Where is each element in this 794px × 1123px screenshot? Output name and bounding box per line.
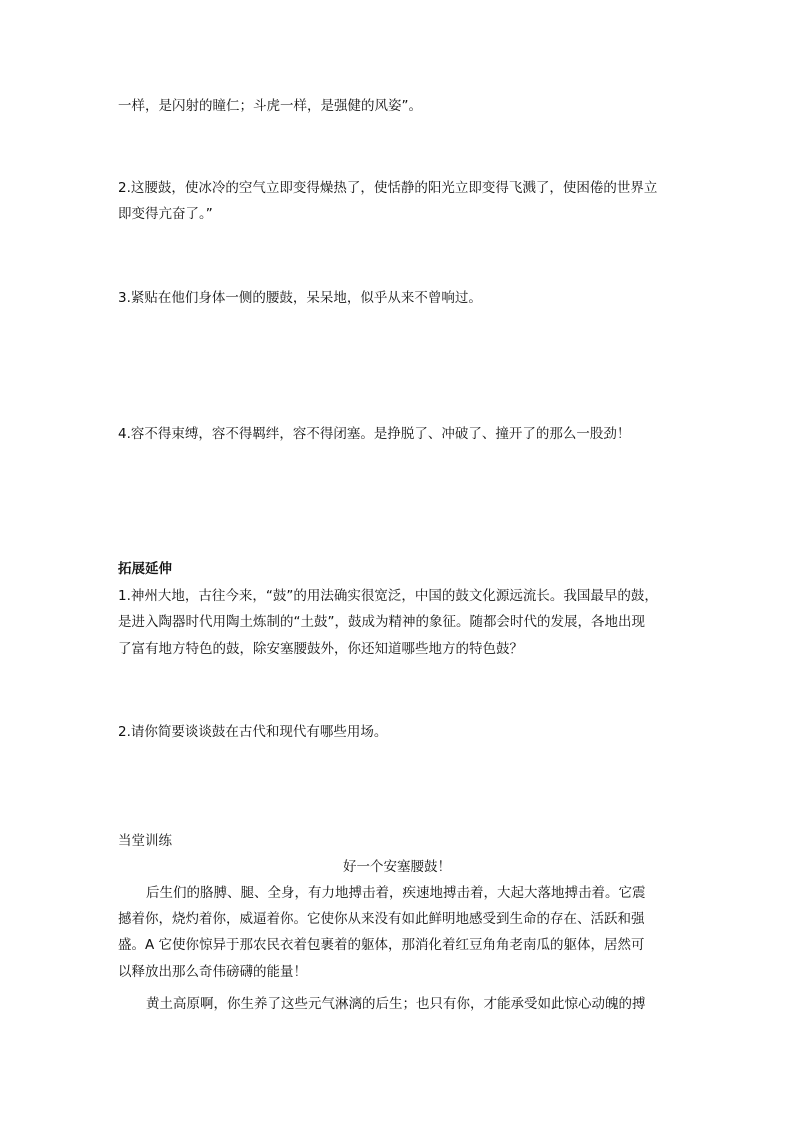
passage-title: 好一个安塞腰鼓！ [343,859,451,875]
passage-para1-line-1: 后生们的胳膊、腿、全身，有力地搏击着，疾速地搏击着，大起大落地搏击着。它震 [146,885,646,901]
extension-q1-line-2: 是进入陶器时代用陶土炼制的“土鼓”，鼓成为精神的象征。随都会时代的发展，各地出现 [118,614,645,630]
extension-q1-line-3: 了富有地方特色的鼓，除安塞腰鼓外，你还知道哪些地方的特色鼓？ [118,641,523,657]
sentence-3-line-1: 3.紧贴在他们身体一侧的腰鼓，呆呆地，似乎从来不曾响过。 [118,290,482,306]
continuation-line: 一样，是闪射的瞳仁；斗虎一样，是强健的风姿”。 [118,98,422,114]
sentence-2-line-1: 2.这腰鼓，使冰冷的空气立即变得燥热了，使恬静的阳光立即变得飞溅了，使困倦的世界立 [118,180,658,196]
passage-para1-line-3: 盛。A 它使你惊异于那农民衣着包裹着的躯体，那消化着红豆角角老南瓜的躯体，居然可 [118,937,645,953]
extension-q1-line-1: 1.神州大地，古往今来，“鼓”的用法确实很宽泛，中国的鼓文化源远流长。我国最早的鼓， [118,588,658,604]
extension-heading: 拓展延伸 [118,561,172,577]
sentence-2-line-2: 即变得亢奋了。” [118,206,213,222]
passage-para2-line-1: 黄土高原啊，你生养了这些元气淋漓的后生；也只有你，才能承受如此惊心动魄的搏 [146,996,646,1012]
passage-para1-line-2: 撼着你，烧灼着你，威逼着你。它使你从来没有如此鲜明地感受到生命的存在、活跃和强 [118,911,645,927]
passage-para1-line-4: 以释放出那么奇伟磅礴的能量！ [118,964,307,980]
practice-heading: 当堂训练 [118,833,172,849]
extension-q2: 2.请你简要谈谈鼓在古代和现代有哪些用场。 [118,724,388,740]
sentence-4-line-1: 4.容不得束缚，容不得羁绊，容不得闭塞。是挣脱了、冲破了、撞开了的那么一股劲！ [118,426,631,442]
